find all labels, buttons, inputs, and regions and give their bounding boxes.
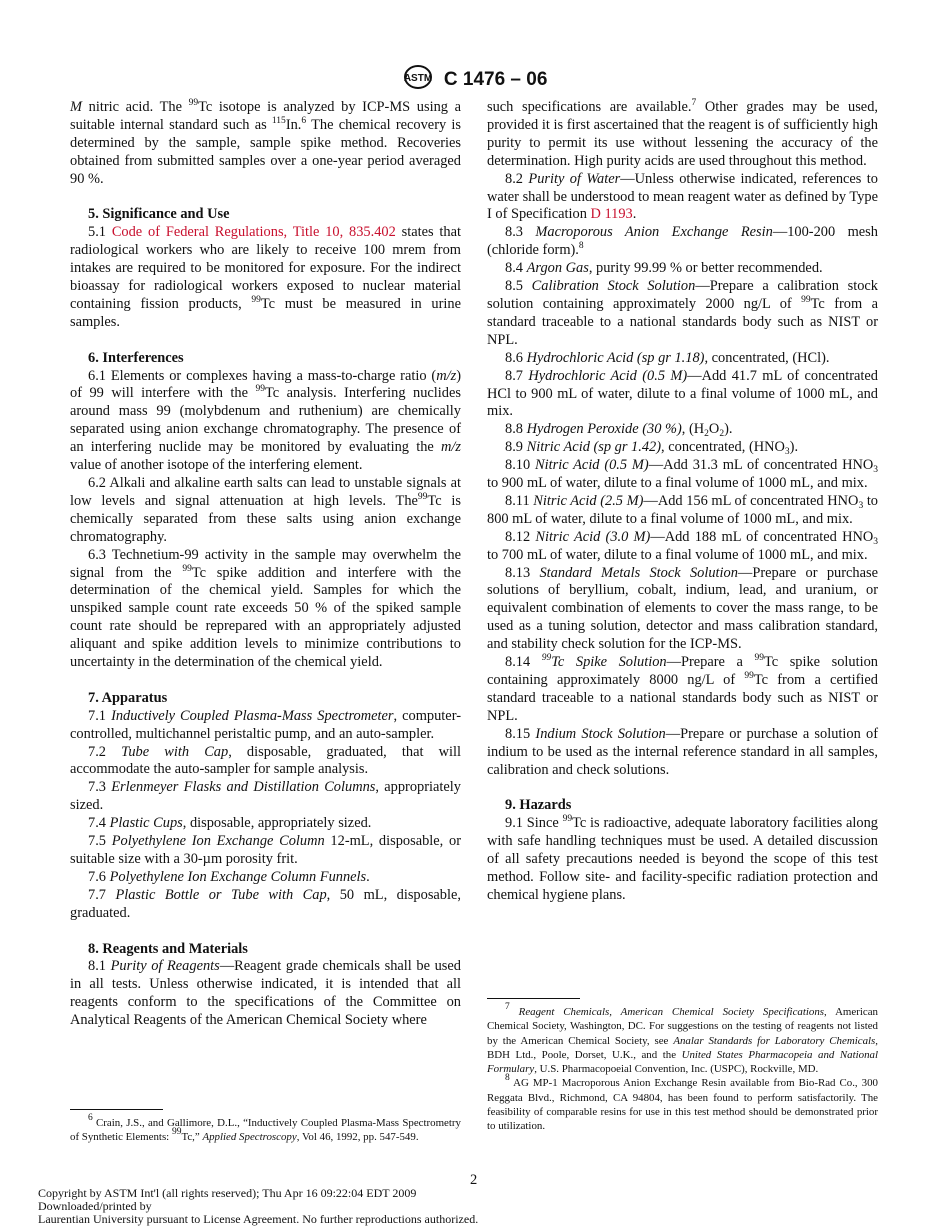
paragraph (70, 869, 461, 887)
paragraph (487, 224, 878, 260)
superscript: 7 (505, 1002, 510, 1012)
superscript: 99 (801, 294, 811, 305)
paragraph (70, 744, 461, 780)
text-run: 8.14 (505, 654, 542, 671)
superscript: 99 (744, 671, 754, 681)
designation: C 1476 – 06 (443, 69, 548, 90)
text-run: 6. Interferences (88, 349, 184, 366)
text-run: such specifications are available. (487, 99, 692, 115)
paragraph (487, 368, 878, 422)
text-run: ) of 99 will interfere with the (70, 367, 461, 402)
section-heading (70, 350, 461, 368)
reference-link[interactable]: Code of Federal Regulations, Title 10, 835.402 (111, 224, 396, 241)
superscript: 99 (417, 491, 428, 502)
paragraph (487, 171, 878, 225)
italic-text: m/z (436, 367, 457, 384)
section-heading (487, 797, 878, 815)
text-run: 7.6 (88, 868, 110, 885)
text-run: Tc analysis. Interfering nuclides around mass 99 (molybdenum and ruthenium) are chemically separated using anion exchange chromatography. The presence of an interfering nuclide may be monitored by evaluating the (70, 385, 461, 456)
superscript: 99 (182, 563, 192, 574)
text-run: 7.1 (88, 707, 112, 724)
italic-text: Reagent Chemicals, American Chemical Society Specifications (518, 1006, 825, 1018)
text-run: , concentrated, (HNO (661, 439, 785, 456)
text-run: nitric acid. The (82, 99, 189, 115)
text-run: , purity 99.99 % or better recommended. (588, 260, 823, 277)
text-run: , Vol 46, 1992, pp. 547-549. (296, 1131, 419, 1144)
text-run: 8.13 (505, 564, 540, 581)
copyright-notice (38, 1187, 478, 1226)
text-run: 12-mL, disposable, or suitable size with a 30-µm porosity frit. (70, 833, 461, 868)
text-run: 8.5 (505, 278, 532, 295)
text-run: 8.7 (505, 367, 529, 384)
paragraph (487, 815, 878, 905)
text-run: , American Chemical Society, Washington, DC. For suggestions on the testing of reagents not listed by the American Chemical Society, see (487, 1006, 878, 1047)
superscript: 99 (562, 814, 573, 825)
superscript: 6 (301, 115, 307, 126)
section-heading (70, 206, 461, 224)
italic-text: Applied Spectroscopy (202, 1131, 297, 1144)
text-run: to 700 mL of water, dilute to a final volume of 1000 mL, and mix. (487, 546, 868, 563)
text-run: , disposable, graduated, that will accommodate the auto-sampler for sample analysis. (70, 743, 461, 778)
text-run: , computer-controlled, multichannel peristaltic pump, and an auto-sampler. (70, 707, 461, 742)
text-run: 7.4 (88, 815, 110, 832)
italic-text: Hydrochloric Acid (0.5 M) (528, 367, 688, 384)
paragraph (487, 726, 878, 780)
text-run: —Add 156 mL of concentrated HNO (643, 492, 859, 509)
text-run: , BDH Ltd., Poole, Dorset, U.K., and the (487, 1034, 879, 1061)
text-run: 5.1 (88, 224, 112, 241)
astm-logo-icon (403, 64, 433, 90)
text-run: 8.4 (505, 260, 527, 277)
subscript: 2 (719, 429, 725, 440)
text-run: 6.2 Alkali and alkaline earth salts can lead to unstable signals at low levels and signal attenuation at high levels. The (70, 475, 461, 509)
text-run: 8. Reagents and Materials (88, 940, 248, 957)
text-run: —Add 31.3 mL of concentrated HNO (648, 457, 874, 474)
superscript: 99 (188, 98, 199, 108)
paragraph (70, 708, 461, 744)
italic-text: Hydrochloric Acid (sp gr 1.18) (526, 349, 705, 366)
text-run: —Prepare a calibration stock solution containing approximately 2000 ng/L of (487, 278, 878, 312)
paragraph (70, 833, 461, 869)
italic-text: Purity of Water (528, 170, 621, 187)
italic-text: Purity of Reagents (110, 958, 220, 975)
text-run: to 900 mL of water, dilute to a final volume of 1000 mL, and mix. (487, 475, 868, 492)
text-run: 8.3 (505, 224, 536, 241)
text-run: Crain, J.S., and Gallimore, D.L., “Inductively Coupled Plasma-Mass Spectrometry of Synthetic Elements: (70, 1117, 461, 1144)
italic-text: Nitric Acid (3.0 M) (535, 528, 651, 545)
text-run: states that radiological workers who are likely to receive 100 mrem from intakes are required to be monitored for exposure. For the indirect bioassay for radiological workers exposed to nuclear material containing fission products, (70, 224, 461, 312)
footnote (487, 1002, 879, 1076)
text-run: 7.5 (88, 833, 112, 850)
text-run: —Prepare or purchase solutions of beryllium, cobalt, indium, lead, and uranium, or equivalent combination of elements to cover the mass range, to be used as a tuning solution, detector and mass calibration standard, and stability check solution for the ICP-MS. (487, 564, 878, 653)
paragraph (487, 493, 878, 529)
text-run: 7. Apparatus (88, 689, 168, 706)
text-run: Tc spike addition and interfere with the determination of the chemical yield. Samples for which the unspiked sample count rate exceeds 50 % of the spiked sample count rate should be reprepared with an appropriately adjusted aliquant and spike addition levels to minimize contributions to uncertainty in the determination of the chemical yield. (70, 564, 461, 671)
text-run (510, 1006, 519, 1018)
paragraph (487, 350, 878, 368)
text-run: , U.S. Pharmacopoeial Convention, Inc. (USPC), Rockville, MD. (534, 1063, 819, 1076)
text-run: —Unless otherwise indicated, references to water shall be understood to mean reagent water as defined by Type I of Specification (487, 170, 879, 223)
italic-text: Calibration Stock Solution (531, 278, 696, 295)
text-run: —Add 188 mL of concentrated HNO (650, 528, 874, 545)
text-run: In. (285, 116, 302, 133)
text-run: —Prepare a (666, 654, 755, 671)
italic-text: Indium Stock Solution (535, 725, 666, 742)
text-run: 7.2 (88, 743, 122, 760)
text-run: Tc isotope is analyzed by ICP-MS using a suitable internal standard such as (70, 99, 461, 133)
text-run: The chemical recovery is determined by the sample, sample spike method. Recoveries obtained from submitted samples over a one-year period averaged 90 %. (70, 116, 461, 187)
footnote-rule (70, 1109, 163, 1110)
text-run: 7.3 (88, 779, 112, 796)
text-run: 8.15 (505, 725, 536, 742)
paragraph (487, 260, 878, 278)
text-run: —Reagent grade chemicals shall be used in all tests. Unless otherwise indicated, it is intended that all reagents conform to the specifications of the Committee on Analytical Reagents of the American Chemical Society where (70, 958, 461, 1029)
text-run: , concentrated, (HCl). (704, 349, 830, 366)
paragraph (487, 457, 878, 493)
italic-text: Nitric Acid (sp gr 1.42) (526, 439, 662, 456)
paragraph (487, 421, 878, 439)
footnote-rule (487, 998, 580, 999)
footnote (487, 1073, 878, 1133)
italic-text: Tc Spike Solution (551, 654, 667, 671)
text-run: Other grades may be used, provided it is first ascertained that the reagent is of sufficiently high purity to permit its use without lessening the accuracy of the determination. High purity acids are used throughout this method. (487, 99, 878, 169)
text-run: 6.1 Elements or complexes having a mass-to-charge ratio ( (88, 367, 437, 384)
reference-link[interactable]: D 1193 (590, 206, 633, 223)
paragraph (70, 815, 461, 833)
italic-text: M (70, 99, 82, 115)
footnotes-right (487, 1002, 879, 1134)
superscript: 99 (255, 384, 265, 395)
text-run: —100-200 mesh (chloride form). (487, 224, 878, 259)
text-run: . (366, 868, 370, 885)
page-number: 2 (470, 1172, 478, 1188)
section-heading (70, 941, 461, 959)
text-run: AG MP-1 Macroporous Anion Exchange Resin available from Bio-Rad Co., 300 Reggata Blvd., Richmond, CA 94804, has been found to perform satisfactorily. The feasibility of comparable resins for use in this test method should be demonstrated prior to utilization. (487, 1077, 878, 1133)
superscript: 99 (251, 294, 261, 305)
paragraph (487, 439, 878, 457)
superscript: 6 (88, 1113, 93, 1123)
subscript: 3 (873, 536, 879, 547)
superscript: 8 (578, 241, 584, 252)
text-run: 8.9 (505, 439, 527, 456)
paragraph (70, 368, 461, 475)
italic-text: Polyethylene Ion Exchange Column (111, 833, 325, 850)
italic-text: United States Pharmacopeia and National Formulary (487, 1048, 879, 1076)
copyright-line: Copyright by ASTM Int'l (all rights reserved); Thu Apr 16 09:22:04 EDT 2009 (38, 1186, 417, 1200)
paragraph (70, 475, 461, 547)
left-column (70, 99, 461, 1030)
paragraph (70, 958, 461, 1030)
text-run: , 50 mL, disposable, graduated. (70, 886, 461, 921)
text-run: —Add 41.7 mL of concentrated HCl to 900 mL of water, dilute to a final volume of 1000 mL, and mix. (487, 367, 878, 420)
paragraph (70, 887, 461, 923)
text-run: 6.3 Technetium-99 activity in the sample may overwhelm the signal from the (70, 546, 461, 581)
text-run: Tc from a certified standard traceable to a national standards body such as NIST or NPL. (487, 672, 878, 724)
text-run: 8.1 (88, 958, 111, 975)
text-run: . (632, 206, 637, 223)
subscript: 3 (784, 447, 790, 458)
italic-text: m/z (441, 439, 461, 456)
page-header (0, 64, 950, 91)
superscript: 99 (754, 653, 764, 664)
paragraph (487, 654, 878, 726)
text-run: Tc is chemically separated from these salts using anion exchange chromatography. (70, 492, 461, 545)
italic-text: Standard Metals Stock Solution (539, 564, 738, 581)
italic-text: Erlenmeyer Flasks and Distillation Columns (111, 779, 376, 796)
paragraph (70, 547, 461, 672)
superscript: 7 (691, 98, 697, 108)
text-run: ). (724, 421, 733, 438)
text-run: —Prepare or purchase a solution of indium to be used as the internal reference standard in all samples, calibration and check solutions. (487, 725, 879, 778)
section-heading (70, 690, 461, 708)
text-run: 8.8 (505, 421, 527, 438)
superscript: 115 (271, 115, 286, 126)
paragraph (487, 565, 878, 655)
text-run: 8.12 (505, 528, 536, 545)
italic-text: Tube with Cap (121, 743, 229, 760)
italic-text: Nitric Acid (0.5 M) (535, 457, 649, 474)
superscript: 99 (541, 653, 552, 664)
subscript: 3 (858, 500, 864, 511)
paragraph (70, 224, 461, 331)
text-run: 9.1 Since (505, 815, 563, 832)
subscript: 3 (873, 465, 879, 476)
paragraph (487, 278, 878, 350)
text-run: 8.6 (505, 349, 527, 366)
svg-text:ASTM: ASTM (403, 73, 432, 84)
italic-text: Hydrogen Peroxide (30 %) (526, 421, 682, 438)
italic-text: Inductively Coupled Plasma-Mass Spectrometer (111, 707, 394, 724)
italic-text: Polyethylene Ion Exchange Column Funnels (109, 868, 367, 885)
text-run: 7.7 (88, 886, 116, 903)
paragraph (70, 779, 461, 815)
text-run: 8.11 (505, 492, 534, 509)
paragraph (487, 99, 878, 171)
text-run: Tc must be measured in urine samples. (70, 295, 461, 330)
text-run: 8.2 (505, 170, 529, 187)
text-run: 5. Significance and Use (88, 206, 230, 223)
text-run: ). (789, 439, 799, 456)
text-run: Tc is radioactive, adequate laboratory facilities along with safe handling techniques must be used. A detailed discussion of all safety precautions needed is beyond the scope of this test method. Follow site- and facility-specific radiation protection and chemical hygiene plans. (487, 815, 878, 903)
text-run: , (H (681, 421, 705, 438)
text-run: Tc spike solution containing approximately 8000 ng/L of (487, 654, 879, 688)
italic-text: Nitric Acid (2.5 M) (533, 492, 644, 509)
superscript: 8 (505, 1073, 510, 1084)
italic-text: Argon Gas (526, 260, 589, 277)
right-column (487, 99, 878, 905)
text-run: O (708, 421, 720, 438)
superscript: 99 (171, 1127, 182, 1138)
copyright-line: Downloaded/printed by (38, 1199, 152, 1213)
italic-text: Plastic Bottle or Tube with Cap (115, 886, 327, 903)
subscript: 2 (704, 429, 709, 440)
footnotes-left (70, 1113, 461, 1145)
text-run: Tc from a standard traceable to a national standards body such as NIST or NPL. (487, 295, 878, 348)
copyright-line: Laurentian University pursuant to License Agreement. No further reproductions authorized. (38, 1212, 479, 1226)
italic-text: Analar Standards for Laboratory Chemicals (673, 1034, 876, 1047)
text-run: , appropriately sized. (70, 779, 461, 814)
italic-text: Macroporous Anion Exchange Resin (535, 224, 773, 241)
text-run: 8.10 (505, 457, 535, 474)
text-run: , disposable, appropriately sized. (182, 815, 372, 832)
text-run: 9. Hazards (505, 797, 572, 814)
paragraph (487, 529, 878, 565)
footnote (70, 1113, 461, 1145)
text-run: to 800 mL of water, dilute to a final volume of 1000 mL, and mix. (487, 492, 879, 527)
italic-text: Plastic Cups (109, 815, 183, 832)
text-run: value of another isotope of the interfering element. (70, 457, 363, 474)
text-run: Tc,” (181, 1131, 203, 1144)
paragraph (70, 99, 461, 189)
